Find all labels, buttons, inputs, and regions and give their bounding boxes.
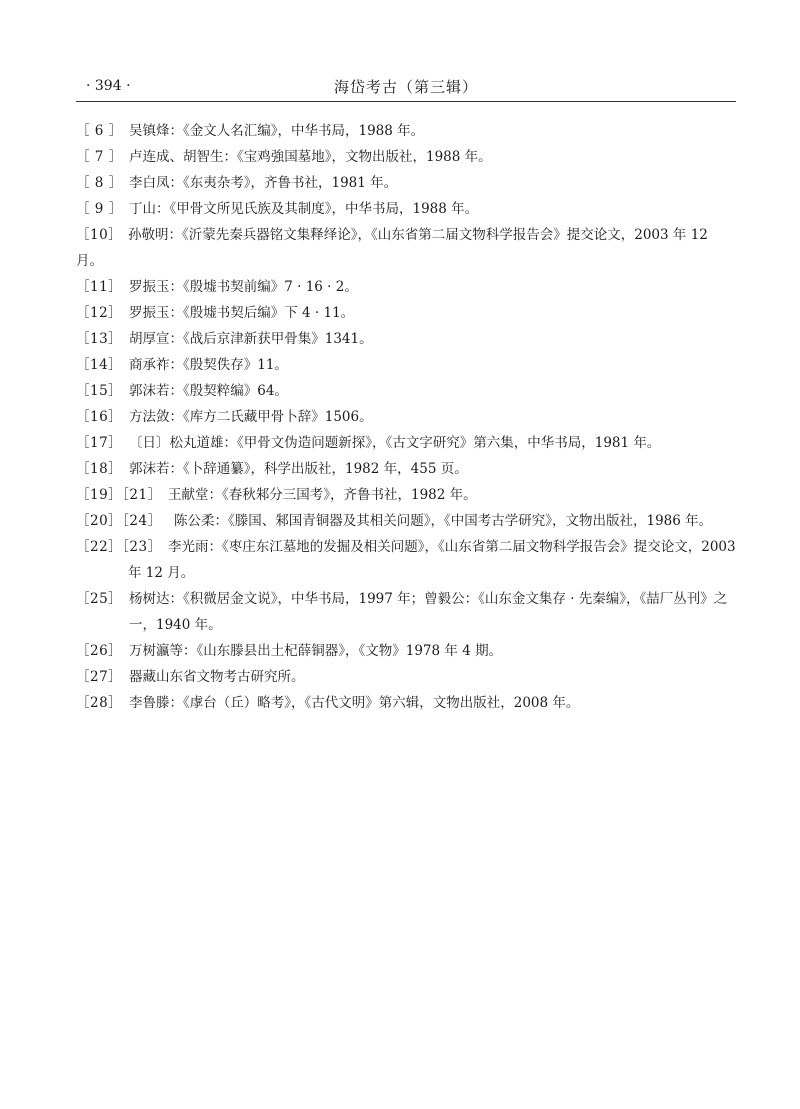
reference-text: 器藏山东省文物考古研究所。 <box>129 669 305 685</box>
reference-text: 郭沫若：《卜辞通纂》，科学出版社，1982 年，455 页。 <box>129 461 468 477</box>
reference-text: 卢连成、胡智生：《宝鸡強国墓地》，文物出版社，1988 年。 <box>129 149 492 165</box>
reference-item <box>76 170 736 196</box>
reference-text: 李鲁滕：《虖台（丘）略考》，《古代文明》第六辑，文物出版社，2008 年。 <box>129 695 580 711</box>
reference-item <box>76 300 736 326</box>
reference-number: ［ 6 ］ <box>76 123 123 139</box>
reference-number: ［11］ <box>76 279 123 295</box>
reference-number: ［16］ <box>76 409 123 425</box>
reference-item <box>76 430 736 456</box>
page-title: 海岱考古（第三辑） <box>333 78 478 96</box>
reference-number: ［26］ <box>76 643 123 659</box>
reference-number: ［25］ <box>76 591 123 607</box>
header-rule <box>76 101 736 102</box>
reference-item <box>76 586 736 638</box>
reference-item <box>76 508 736 534</box>
page-number: · 394 · <box>86 78 131 94</box>
reference-text: 商承祚：《殷契佚存》11。 <box>129 357 288 373</box>
reference-item <box>76 638 736 664</box>
reference-text: 郭沫若：《殷契粹编》64。 <box>129 383 288 399</box>
reference-number: ［19］［21］ <box>76 487 162 503</box>
reference-item <box>76 196 736 222</box>
reference-item <box>76 664 736 690</box>
reference-text: 陈公柔：《滕国、邾国青铜器及其相关问题》，《中国考古学研究》，文物出版社，1986 年。 <box>174 513 713 529</box>
reference-item <box>76 482 736 508</box>
reference-number: ［17］ <box>76 435 123 451</box>
reference-number: ［18］ <box>76 461 123 477</box>
reference-text: 方法敛：《库方二氏藏甲骨卜辞》1506。 <box>129 409 373 425</box>
reference-text: 罗振玉：《殷墟书契后编》下 4 · 11。 <box>129 305 355 321</box>
reference-list <box>76 118 736 716</box>
reference-text: 孙敬明：《沂蒙先秦兵器铭文集释绎论》，《山东省第二届文物科学报告会》提交论文，2003 年 12 月。 <box>76 227 708 269</box>
reference-number: ［10］ <box>76 227 123 243</box>
reference-number: ［ 8 ］ <box>76 175 123 191</box>
reference-text: 〔日〕松丸道雄：《甲骨文伪造问题新探》，《古文字研究》第六集，中华书局，1981 年。 <box>129 435 661 451</box>
reference-text: 胡厚宣：《战后京津新获甲骨集》1341。 <box>129 331 373 347</box>
reference-text: 王献堂：《春秋邾分三国考》，齐鲁书社，1982 年。 <box>168 487 477 503</box>
page-header <box>76 74 736 100</box>
reference-text: 万树瀛等：《山东滕县出土杞薛铜器》，《文物》1978 年 4 期。 <box>129 643 503 659</box>
reference-number: ［15］ <box>76 383 123 399</box>
reference-item <box>76 326 736 352</box>
reference-number: ［12］ <box>76 305 123 321</box>
reference-item <box>76 690 736 716</box>
reference-item <box>76 378 736 404</box>
reference-text: 杨树达：《积微居金文说》，中华书局，1997 年；曾毅公：《山东金文集存 · 先秦编》，《喆厂丛刊》之一，1940 年。 <box>129 591 728 633</box>
reference-number: ［ 7 ］ <box>76 149 123 165</box>
reference-number: ［13］ <box>76 331 123 347</box>
reference-item <box>76 222 736 274</box>
reference-number: ［ 9 ］ <box>76 201 123 217</box>
reference-number: ［28］ <box>76 695 123 711</box>
reference-number: ［22］［23］ <box>76 539 162 555</box>
reference-item <box>76 144 736 170</box>
reference-item <box>76 274 736 300</box>
reference-number: ［20］［24］ <box>76 513 162 529</box>
reference-text: 丁山：《甲骨文所见氏族及其制度》，中华书局，1988 年。 <box>129 201 479 217</box>
reference-text: 罗振玉：《殷墟书契前编》7 · 16 · 2。 <box>129 279 358 295</box>
reference-item <box>76 456 736 482</box>
reference-number: ［27］ <box>76 669 123 685</box>
reference-text: 李白凤：《东夷杂考》，齐鲁书社，1981 年。 <box>129 175 398 191</box>
reference-text: 李光雨：《枣庄东江墓地的发掘及相关问题》，《山东省第二届文物科学报告会》提交论文，2003 年 12 月。 <box>128 539 736 581</box>
reference-item <box>76 404 736 430</box>
reference-number: ［14］ <box>76 357 123 373</box>
reference-item <box>76 534 736 586</box>
reference-item <box>76 118 736 144</box>
reference-item <box>76 352 736 378</box>
reference-text: 吴镇烽：《金文人名汇编》，中华书局，1988 年。 <box>129 123 425 139</box>
